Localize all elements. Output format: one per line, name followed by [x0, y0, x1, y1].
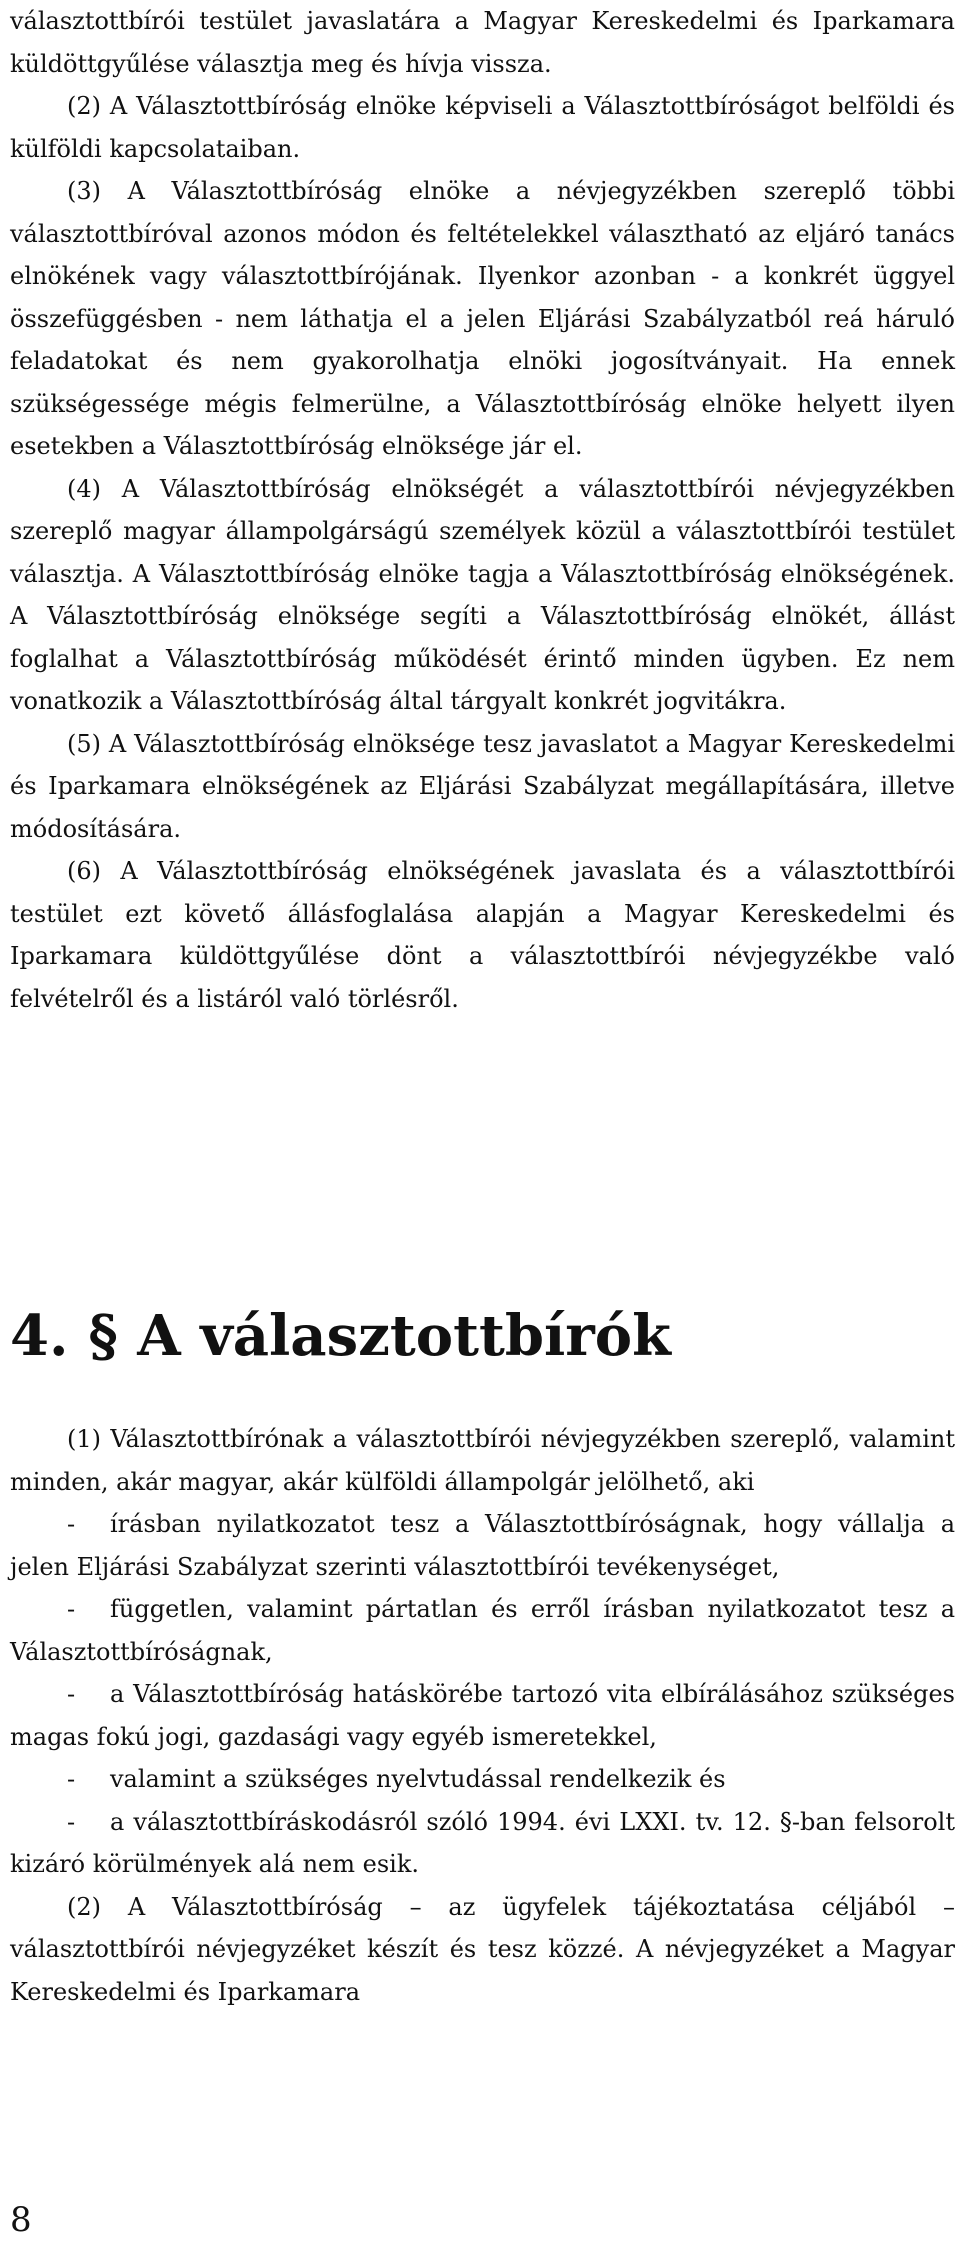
list-item: [10, 1673, 955, 1758]
dash-marker: -: [67, 1765, 76, 1793]
paragraph-6: (6) A Választottbíróság elnökségének javaslata és a választottbírói testület ezt követő állásfoglalása alapján a Magyar Kereskedelmi és Iparkamara küldöttgyűlése dönt a választottbírói névjegyzékbe való felvételről és a listáról való törlésről.: [10, 857, 955, 1013]
list-item-text: a Választottbíróság hatáskörébe tartozó vita elbírálásához szükséges magas fokú jogi, gazdasági vagy egyéb ismeretekkel,: [10, 1680, 955, 1751]
dash-marker: -: [67, 1807, 76, 1836]
paragraph-5: (5) A Választottbíróság elnöksége tesz javaslatot a Magyar Kereskedelmi és Iparkamara elnökségének az Eljárási Szabályzat megállapítására, illetve módosítására.: [10, 729, 955, 843]
dash-marker: -: [67, 1680, 76, 1708]
paragraph-4: (4) A Választottbíróság elnökségét a választottbírói névjegyzékben szereplő magyar állampolgárságú személyek közül a választottbírói testület választja. A Választottbíróság elnöke tagja a Választottbíróság elnökségének. A Választottbíróság elnöksége segíti a Választottbíróság elnökét, állást foglalhat a Választottbíróság működését érintő minden ügyben. Ez nem vonatkozik a Választottbíróság által tárgyalt konkrét jogvitákra.: [10, 474, 955, 715]
page-number: 8: [10, 2200, 32, 2240]
section-choice-court-leadership: [10, 0, 955, 1020]
list-item: [10, 1588, 955, 1673]
paragraph-3: (3) A Választottbíróság elnöke a névjegyzékben szereplő többi választottbíróval azonos módon és feltételekkel választható az eljáró tanács elnökének vagy választottbírójának. Ilyenkor azonban - a konkrét üggyel összefüggésben - nem láthatja el a jelen Eljárási Szabályzatból reá háruló feladatokat és nem gyakorolhatja elnöki jogosítványait. Ha ennek szükségessége mégis felmerülne, a Választottbíróság elnöke helyett ilyen esetekben a Választottbíróság elnöksége jár el.: [10, 177, 955, 460]
paragraph-continuation: választottbírói testület javaslatára a Magyar Kereskedelmi és Iparkamara küldöttgyűlése választja meg és hívja vissza.: [10, 7, 955, 78]
section-number: 4.: [10, 1303, 69, 1369]
list-item: [10, 1758, 955, 1801]
list-item: [10, 1801, 955, 1886]
section-title: § A választottbírók: [88, 1303, 671, 1369]
dash-marker: -: [67, 1595, 76, 1623]
section-heading: [10, 1303, 671, 1369]
paragraph-1-intro: (1) Választottbírónak a választottbírói névjegyzékben szereplő, valamint minden, akár magyar, akár külföldi állampolgár jelölhető, aki: [10, 1425, 955, 1496]
list-item-text: független, valamint pártatlan és erről írásban nyilatkozatot tesz a Választottbíróságnak,: [10, 1595, 955, 1666]
paragraph-2: (2) A Választottbíróság elnöke képviseli a Választottbíróságot belföldi és külföldi kapcsolataiban.: [10, 92, 955, 163]
list-item: [10, 1503, 955, 1588]
dash-marker: -: [67, 1510, 76, 1538]
list-item-text: valamint a szükséges nyelvtudással rendelkezik és: [110, 1765, 726, 1793]
list-item-text: a választottbíráskodásról szóló 1994. évi LXXI. tv. 12. §-ban felsorolt kizáró körülmények alá nem esik.: [10, 1807, 955, 1878]
list-item-text: írásban nyilatkozatot tesz a Választottbíróságnak, hogy vállalja a jelen Eljárási Szabályzat szerinti választottbírói tevékenységet,: [10, 1510, 955, 1581]
section-arbitrators: [10, 1418, 955, 2013]
paragraph-2-closing: (2) A Választottbíróság – az ügyfelek tájékoztatása céljából – választottbírói névjegyzéket készít és tesz közzé. A névjegyzéket a Magyar Kereskedelmi és Iparkamara: [10, 1892, 955, 2006]
